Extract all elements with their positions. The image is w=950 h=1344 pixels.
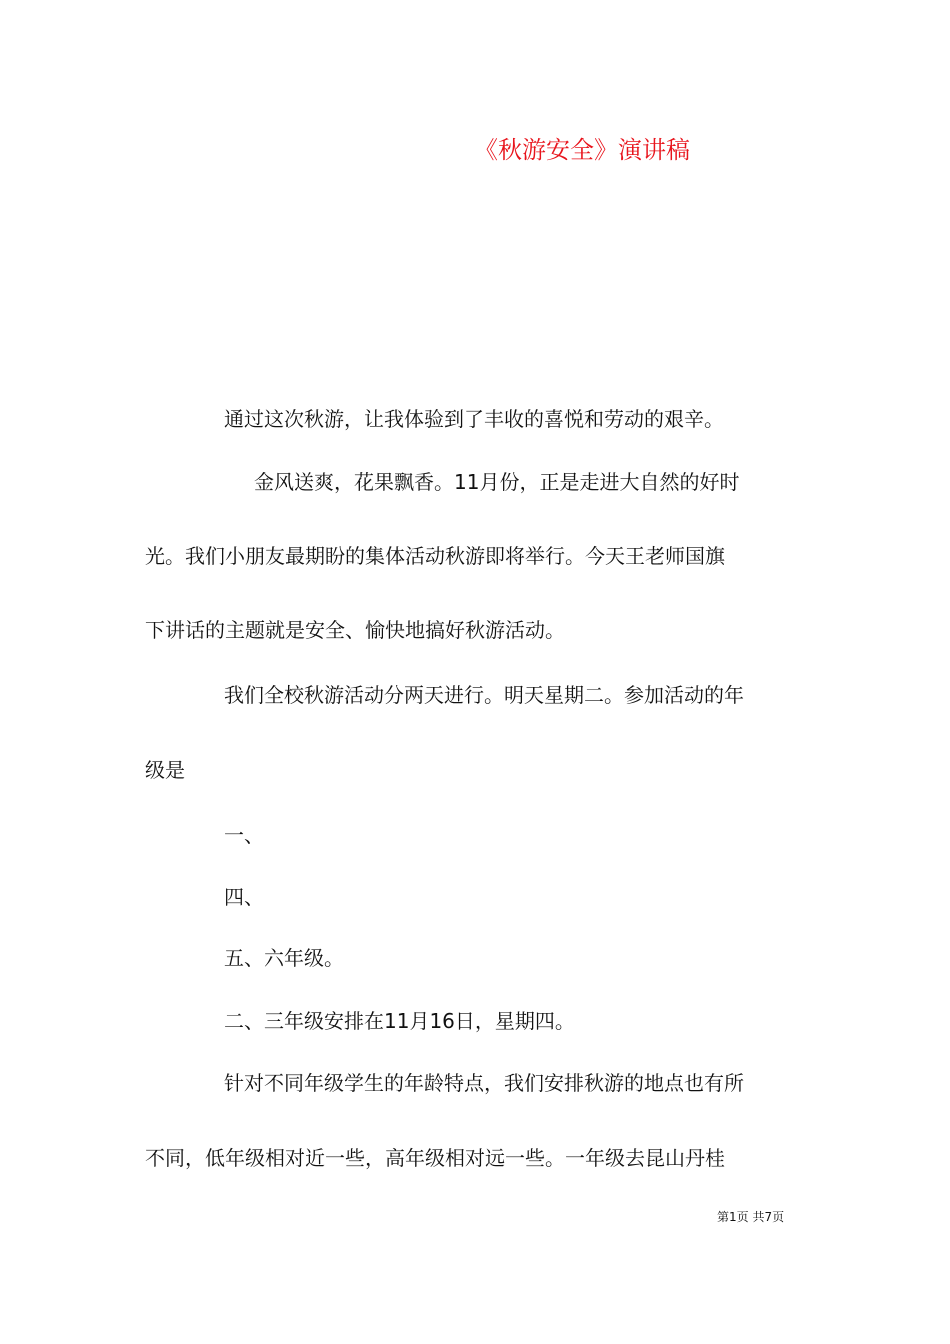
paragraph-line: 五、六年级。 [224,946,344,970]
paragraph-line: 四、 [224,885,264,909]
paragraph-line: 通过这次秋游，让我体验到了丰收的喜悦和劳动的艰辛。 [224,407,724,431]
paragraph-line: 金风送爽，花果飘香。11月份，正是走进大自然的好时 [254,470,740,494]
paragraph-line: 我们全校秋游活动分两天进行。明天星期二。参加活动的年 [224,683,744,707]
paragraph-line: 二、三年级安排在11月16日，星期四。 [224,1009,575,1033]
page-title: 《秋游安全》演讲稿 [474,136,690,164]
paragraph-line: 不同，低年级相对近一些，高年级相对远一些。一年级去昆山丹桂 [145,1146,725,1170]
paragraph-line: 针对不同年级学生的年龄特点，我们安排秋游的地点也有所 [224,1071,744,1095]
paragraph-line: 光。我们小朋友最期盼的集体活动秋游即将举行。今天王老师国旗 [145,544,725,568]
paragraph-line: 一、 [224,823,264,847]
page-number-footer: 第1页 共7页 [717,1210,785,1224]
paragraph-line: 级是 [145,758,185,782]
paragraph-line: 下讲话的主题就是安全、愉快地搞好秋游活动。 [145,618,565,642]
